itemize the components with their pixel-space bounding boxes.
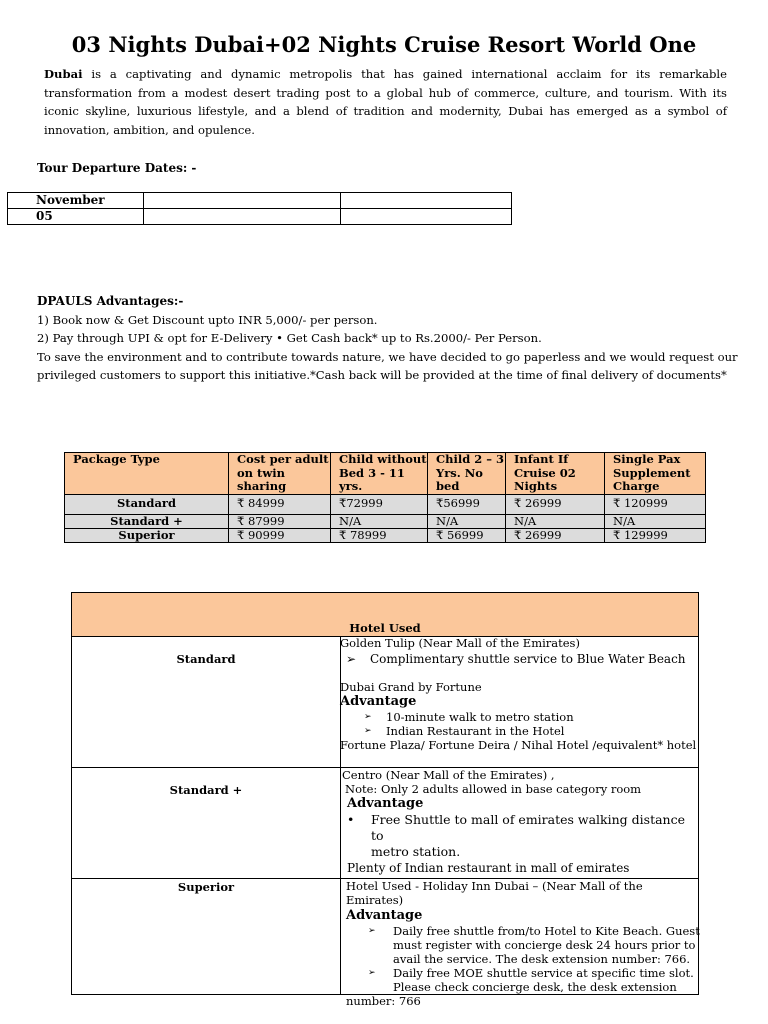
dot-bullet-icon: • [347, 812, 355, 827]
price-cell: ₹ 129999 [605, 528, 706, 542]
price-cell: ₹ 78999 [331, 528, 428, 542]
advantage-line: privileged customers to support this initiative.*Cash back will be provided at the time of final delivery of documents* [37, 368, 727, 382]
hotel-note: Note: Only 2 adults allowed in base category room [345, 782, 642, 796]
departure-day: 05 [8, 209, 144, 225]
hotel-category-standard-plus: Standard + [169, 783, 243, 797]
advantages-heading: DPAULS Advantages:- [37, 294, 184, 308]
bullet-text: Please check concierge desk, the desk extension [393, 980, 677, 994]
bullet-item [342, 812, 698, 860]
bullet-item [340, 652, 696, 667]
advantage-heading: Advantage [340, 694, 417, 709]
header-child-2-3: Child 2 – 3 Yrs. No bed [428, 453, 506, 495]
pricing-table [64, 452, 706, 543]
arrow-bullet-icon: ➢ [368, 968, 376, 978]
price-cell: ₹ 56999 [428, 528, 506, 542]
bullet-text: Complimentary shuttle service to Blue Water Beach [370, 652, 686, 666]
empty-cell [144, 193, 341, 209]
intro-text: is a captivating and dynamic metropolis that has gained international acclaim for its remarkable transformation from a modest desert trading post to a global hub of commerce, culture, and tourism. With its iconic skyline, luxurious lifestyle, and a blend of tradition and modernity, Dubai has emerged as a symbol of innovation, ambition, and opulence. [44, 67, 727, 137]
header-infant: Infant If Cruise 02 Nights [506, 453, 605, 495]
price-cell: ₹ 84999 [229, 494, 331, 514]
departure-dates-table [7, 192, 512, 225]
empty-cell [144, 209, 341, 225]
advantage-heading: Advantage [347, 796, 424, 811]
price-cell: ₹ 120999 [605, 494, 706, 514]
bullet-item [346, 924, 702, 966]
arrow-bullet-icon: ➢ [364, 726, 372, 736]
bullet-text: Daily free shuttle from/to Hotel to Kite Beach. Guest [393, 924, 700, 938]
hotel-footer: Plenty of Indian restaurant in mall of emirates [347, 861, 630, 875]
price-cell: N/A [331, 514, 428, 528]
advantage-heading: Advantage [346, 908, 423, 923]
departure-month: November [8, 193, 144, 209]
bullet-text: number: 766 [346, 994, 421, 1008]
price-cell: ₹ 87999 [229, 514, 331, 528]
header-single-supplement: Single Pax Supplement Charge [605, 453, 706, 495]
intro-paragraph [44, 65, 727, 139]
page-title: 03 Nights Dubai+02 Nights Cruise Resort World One [71, 32, 697, 57]
price-cell: ₹ 26999 [506, 528, 605, 542]
hotel-name: Golden Tulip (Near Mall of the Emirates) [340, 636, 580, 650]
table-row [65, 528, 706, 542]
package-type: Superior [65, 528, 229, 542]
departure-label: Tour Departure Dates: - [37, 161, 197, 175]
bullet-item [340, 724, 696, 738]
price-cell: N/A [605, 514, 706, 528]
empty-cell [341, 209, 512, 225]
hotel-cell-standard-plus [340, 768, 698, 875]
hotel-cell-superior [340, 879, 702, 1008]
hotel-table-header [72, 593, 698, 637]
header-package-type: Package Type [65, 453, 229, 495]
hotel-category-superior: Superior [177, 880, 235, 894]
bullet-text: must register with concierge desk 24 hours prior to [393, 938, 696, 952]
hotel-cell-standard [340, 636, 696, 752]
hotel-name: Dubai Grand by Fortune [340, 680, 482, 694]
intro-lead: Dubai [44, 67, 83, 81]
price-cell: ₹56999 [428, 494, 506, 514]
advantage-line: To save the environment and to contribute towards nature, we have decided to go paperless and we would request our [37, 349, 738, 364]
bullet-text: avail the service. The desk extension number: 766. [393, 952, 691, 966]
hotel-name: Hotel Used - Holiday Inn Dubai – (Near Mall of the Emirates) [346, 879, 643, 907]
table-row [65, 494, 706, 514]
empty-cell [341, 193, 512, 209]
bullet-item [340, 710, 696, 724]
bullet-text: Daily free MOE shuttle service at specific time slot. [393, 966, 694, 980]
hotel-table [71, 592, 700, 1008]
bullet-item [346, 966, 702, 994]
bullet-text: Free Shuttle to mall of emirates walking distance to [371, 812, 685, 843]
price-cell: ₹ 90999 [229, 528, 331, 542]
price-cell: ₹72999 [331, 494, 428, 514]
hotel-category-standard: Standard [176, 652, 236, 666]
header-adult-cost: Cost per adult on twin sharing [229, 453, 331, 495]
hotel-name: Centro (Near Mall of the Emirates) , [342, 768, 555, 782]
bullet-text: Indian Restaurant in the Hotel [386, 724, 565, 738]
price-cell: N/A [506, 514, 605, 528]
package-type: Standard [65, 494, 229, 514]
advantage-line: 1) Book now & Get Discount upto INR 5,000/- per person. [37, 312, 378, 327]
price-cell: N/A [428, 514, 506, 528]
advantage-line: 2) Pay through UPI & opt for E-Delivery • Get Cash back* up to Rs.2000/- Per Person. [37, 331, 542, 345]
hotel-alternatives: Fortune Plaza/ Fortune Deira / Nihal Hotel /equivalent* hotel [340, 738, 697, 752]
hotel-header-label: Hotel Used [349, 621, 421, 635]
header-child-no-bed: Child without Bed 3 - 11 yrs. [331, 453, 428, 495]
arrow-bullet-icon: ➢ [368, 926, 376, 936]
package-type: Standard + [65, 514, 229, 528]
advantages-section [37, 292, 737, 385]
arrow-bullet-icon: ➢ [364, 712, 372, 722]
price-cell: ₹ 26999 [506, 494, 605, 514]
bullet-text: 10-minute walk to metro station [386, 710, 574, 724]
bullet-text: metro station. [371, 844, 461, 859]
arrow-bullet-icon: ➢ [346, 652, 357, 666]
table-row [65, 514, 706, 528]
